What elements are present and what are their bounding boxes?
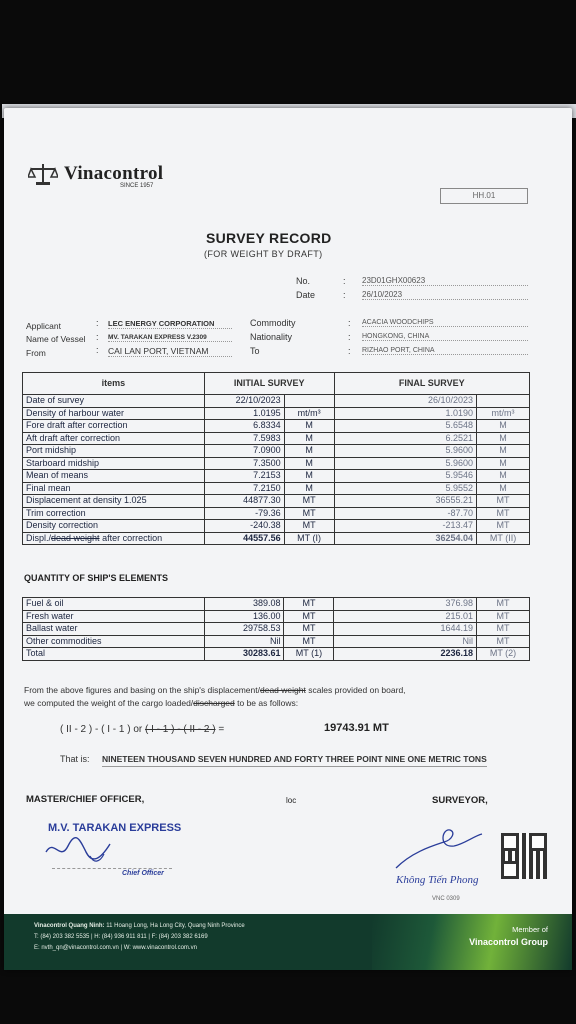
- table-row: [23, 407, 530, 420]
- cell-fu: MT: [477, 495, 530, 508]
- table-row: [23, 457, 530, 470]
- cell-iu: M: [284, 470, 334, 483]
- table-row: [23, 420, 530, 433]
- from-colon: :: [96, 345, 99, 355]
- cell-item: Total: [23, 648, 205, 661]
- cell-iu: M: [284, 457, 334, 470]
- elements-table-body: [23, 598, 530, 661]
- date-colon: :: [343, 290, 346, 300]
- form-code-box: HH.01: [440, 188, 528, 204]
- cell-item: Density of harbour water: [23, 407, 205, 420]
- table-row: [23, 598, 530, 611]
- footer-office-line: [34, 923, 245, 929]
- surveyor-signature-heading: SURVEYOR,: [432, 795, 488, 806]
- cell-initial: -240.38: [204, 520, 284, 533]
- weight-formula: [60, 724, 224, 735]
- cell-initial: 7.0900: [204, 445, 284, 458]
- from-label: From: [26, 348, 46, 358]
- cell-fu: MT: [477, 507, 530, 520]
- master-signature-line: [52, 868, 172, 869]
- cell-item: [23, 532, 205, 545]
- cell-final: 26/10/2023: [334, 395, 477, 408]
- applicant-value: LEC ENERGY CORPORATION: [108, 319, 232, 329]
- cell-initial: Nil: [204, 635, 284, 648]
- scale-logo-icon: [28, 162, 58, 186]
- table-row: [23, 610, 530, 623]
- formula-struck: ( I - 1 ) - ( II - 2 ): [145, 724, 216, 735]
- to-label: To: [250, 346, 260, 356]
- cell-iu: M: [284, 420, 334, 433]
- middle-signature-label: loc: [286, 796, 297, 805]
- applicant-label: Applicant: [26, 321, 61, 331]
- para-line1-struck: dead weight: [259, 685, 306, 695]
- no-value: 23D01GHX00623: [362, 276, 528, 286]
- cell-item: Date of survey: [23, 395, 205, 408]
- item-a: Displ./: [26, 532, 52, 543]
- cell-final: Nil: [334, 635, 477, 648]
- applicant-colon: :: [96, 318, 99, 328]
- cell-iu: MT: [284, 635, 334, 648]
- cell-final: 1644.19: [334, 623, 477, 636]
- cell-final: 5.6548: [334, 420, 477, 433]
- nationality-label: Nationality: [250, 332, 293, 342]
- footer-office: Vinacontrol Quang Ninh:: [34, 923, 105, 929]
- table-row: [23, 395, 530, 408]
- cell-item: Other commodities: [23, 635, 205, 648]
- document-title: SURVEY RECORD: [206, 230, 332, 246]
- qr-code-icon: [501, 833, 547, 879]
- cell-initial: 29758.53: [204, 623, 284, 636]
- chief-officer-stamp: Chief Officer: [122, 870, 164, 877]
- cell-initial: 6.8334: [204, 420, 284, 433]
- surveyor-name: Không Tiến Phong: [396, 874, 479, 886]
- cell-iu: MT: [284, 520, 334, 533]
- commodity-colon: :: [348, 318, 351, 328]
- date-value: 26/10/2023: [362, 290, 528, 300]
- cell-item: Mean of means: [23, 470, 205, 483]
- weight-in-words: NINETEEN THOUSAND SEVEN HUNDRED AND FORTY THREE POINT NINE ONE METRIC TONS: [102, 754, 487, 767]
- cell-iu: MT: [284, 610, 334, 623]
- no-label: No.: [296, 276, 311, 286]
- computation-paragraph: [24, 684, 544, 710]
- cell-final: 2236.18: [334, 648, 477, 661]
- to-value: RIZHAO PORT, CHINA: [362, 347, 528, 355]
- item-b: after correction: [99, 532, 163, 543]
- footer-contacts: T: (84) 203 382 5535 | H: (84) 936 911 811 | F: (84) 203 382 6169: [34, 934, 208, 940]
- master-signature-heading: MASTER/CHIEF OFFICER,: [26, 794, 145, 805]
- cell-fu: M: [477, 470, 530, 483]
- cargo-weight-result: 19743.91 MT: [324, 722, 389, 734]
- from-value: CAI LAN PORT, VIETNAM: [108, 346, 232, 357]
- table-row: [23, 432, 530, 445]
- cell-initial: 1.0195: [204, 407, 284, 420]
- cell-initial: 7.5983: [204, 432, 284, 445]
- cell-final: 1.0190: [334, 407, 477, 420]
- para-line2-a: we computed the weight of the cargo loaded/: [24, 698, 194, 708]
- cell-fu: MT: [477, 520, 530, 533]
- cell-final: 6.2521: [334, 432, 477, 445]
- header-initial: INITIAL SURVEY: [204, 373, 334, 395]
- cell-iu: M: [284, 432, 334, 445]
- cell-final: -87.70: [334, 507, 477, 520]
- cell-final: 5.9546: [334, 470, 477, 483]
- table-row: [23, 445, 530, 458]
- para-line2-struck: discharged: [193, 698, 235, 708]
- footer-member-label: Member of: [512, 925, 548, 934]
- vessel-value: MV. TARAKAN EXPRESS V.2309: [108, 334, 232, 342]
- cell-iu: MT (1): [284, 648, 334, 661]
- table-row: [23, 507, 530, 520]
- elements-heading: QUANTITY OF SHIP'S ELEMENTS: [24, 573, 168, 583]
- cell-item: Starboard midship: [23, 457, 205, 470]
- cell-initial: 44557.56: [204, 532, 284, 545]
- table-row: [23, 482, 530, 495]
- cell-item: Density correction: [23, 520, 205, 533]
- cell-iu: MT (I): [284, 532, 334, 545]
- footer-address: 11 Hoang Long, Ha Long City, Quang Ninh Province: [106, 923, 245, 929]
- cell-initial: -79.36: [204, 507, 284, 520]
- para-line1-a: From the above figures and basing on the ship's displacement/: [24, 685, 260, 695]
- vessel-stamp: M.V. TARAKAN EXPRESS: [48, 822, 182, 834]
- formula-eq: =: [215, 724, 225, 735]
- cell-final: 376.98: [334, 598, 477, 611]
- cell-item: Fuel & oil: [23, 598, 205, 611]
- cell-fu: MT (2): [477, 648, 530, 661]
- cell-fu: M: [477, 420, 530, 433]
- item-struck: dead weight: [51, 532, 100, 543]
- elements-table: [22, 597, 530, 661]
- cell-fu: MT: [477, 610, 530, 623]
- survey-table-body: [23, 395, 530, 545]
- cell-iu: MT: [284, 507, 334, 520]
- cell-fu: MT: [477, 635, 530, 648]
- table-row-total: [23, 648, 530, 661]
- cell-final: 36254.04: [334, 532, 477, 545]
- no-colon: :: [343, 276, 346, 286]
- words-label: That is:: [60, 754, 90, 764]
- table-row: [23, 623, 530, 636]
- cell-item: Aft draft after correction: [23, 432, 205, 445]
- cell-fu: M: [477, 457, 530, 470]
- cell-final: 5.9600: [334, 445, 477, 458]
- cell-initial: 44877.30: [204, 495, 284, 508]
- cell-final: 5.9600: [334, 457, 477, 470]
- cell-fu: M: [477, 482, 530, 495]
- cell-fu: mt/m³: [477, 407, 530, 420]
- cell-item: Displacement at density 1.025: [23, 495, 205, 508]
- cell-fu: M: [477, 445, 530, 458]
- vessel-label: Name of Vessel: [26, 334, 86, 344]
- nationality-value: HONGKONG, CHINA: [362, 333, 528, 341]
- cell-initial: 136.00: [204, 610, 284, 623]
- cell-iu: mt/m³: [284, 407, 334, 420]
- cell-iu: M: [284, 445, 334, 458]
- cell-initial: 7.2150: [204, 482, 284, 495]
- table-row: [23, 635, 530, 648]
- header-items: items: [23, 373, 205, 395]
- cell-fu: MT: [477, 623, 530, 636]
- footer-web: E: nvth_qn@vinacontrol.com.vn | W: www.vinacontrol.com.vn: [34, 945, 197, 951]
- table-row: [23, 470, 530, 483]
- cell-item: Fore draft after correction: [23, 420, 205, 433]
- vessel-colon: :: [96, 332, 99, 342]
- cell-iu: MT: [284, 495, 334, 508]
- cell-iu: M: [284, 482, 334, 495]
- cell-initial: 7.3500: [204, 457, 284, 470]
- cell-item: Trim correction: [23, 507, 205, 520]
- cell-initial: 30283.61: [204, 648, 284, 661]
- document-subtitle: (FOR WEIGHT BY DRAFT): [204, 249, 323, 259]
- date-label: Date: [296, 290, 316, 300]
- cell-iu: MT: [284, 598, 334, 611]
- cell-initial: 22/10/2023: [204, 395, 284, 408]
- cell-final: -213.47: [334, 520, 477, 533]
- cell-initial: 389.08: [204, 598, 284, 611]
- table-row: [23, 495, 530, 508]
- cell-final: 5.9552: [334, 482, 477, 495]
- cell-item: Port midship: [23, 445, 205, 458]
- survey-table: [22, 372, 530, 545]
- header-final: FINAL SURVEY: [334, 373, 529, 395]
- master-signature-icon: [40, 832, 130, 868]
- surveyor-signature-icon: [392, 822, 492, 874]
- table-row: [23, 520, 530, 533]
- cell-fu: [477, 395, 530, 408]
- footer-member-group: Vinacontrol Group: [469, 937, 548, 947]
- cell-final: 36555.21: [334, 495, 477, 508]
- formula-a: ( II - 2 ) - ( I - 1 ) or: [60, 724, 145, 735]
- cell-final: 215.01: [334, 610, 477, 623]
- cell-fu: MT (II): [477, 532, 530, 545]
- cell-item: Ballast water: [23, 623, 205, 636]
- para-line1-b: scales provided on board,: [305, 685, 406, 695]
- nationality-colon: :: [348, 332, 351, 342]
- brand-name: Vinacontrol: [64, 163, 164, 184]
- cell-item: Final mean: [23, 482, 205, 495]
- cell-fu: MT: [477, 598, 530, 611]
- cell-item: Fresh water: [23, 610, 205, 623]
- table-row: [23, 532, 530, 545]
- cell-initial: 7.2153: [204, 470, 284, 483]
- commodity-value: ACACIA WOODCHIPS: [362, 319, 528, 327]
- to-colon: :: [348, 346, 351, 356]
- cell-iu: MT: [284, 623, 334, 636]
- cell-iu: [284, 395, 334, 408]
- brand-since: SINCE 1957: [120, 183, 154, 189]
- commodity-label: Commodity: [250, 318, 296, 328]
- para-line2-b: to be as follows:: [234, 698, 299, 708]
- cell-fu: M: [477, 432, 530, 445]
- surveyor-code: VNC 0309: [432, 896, 460, 902]
